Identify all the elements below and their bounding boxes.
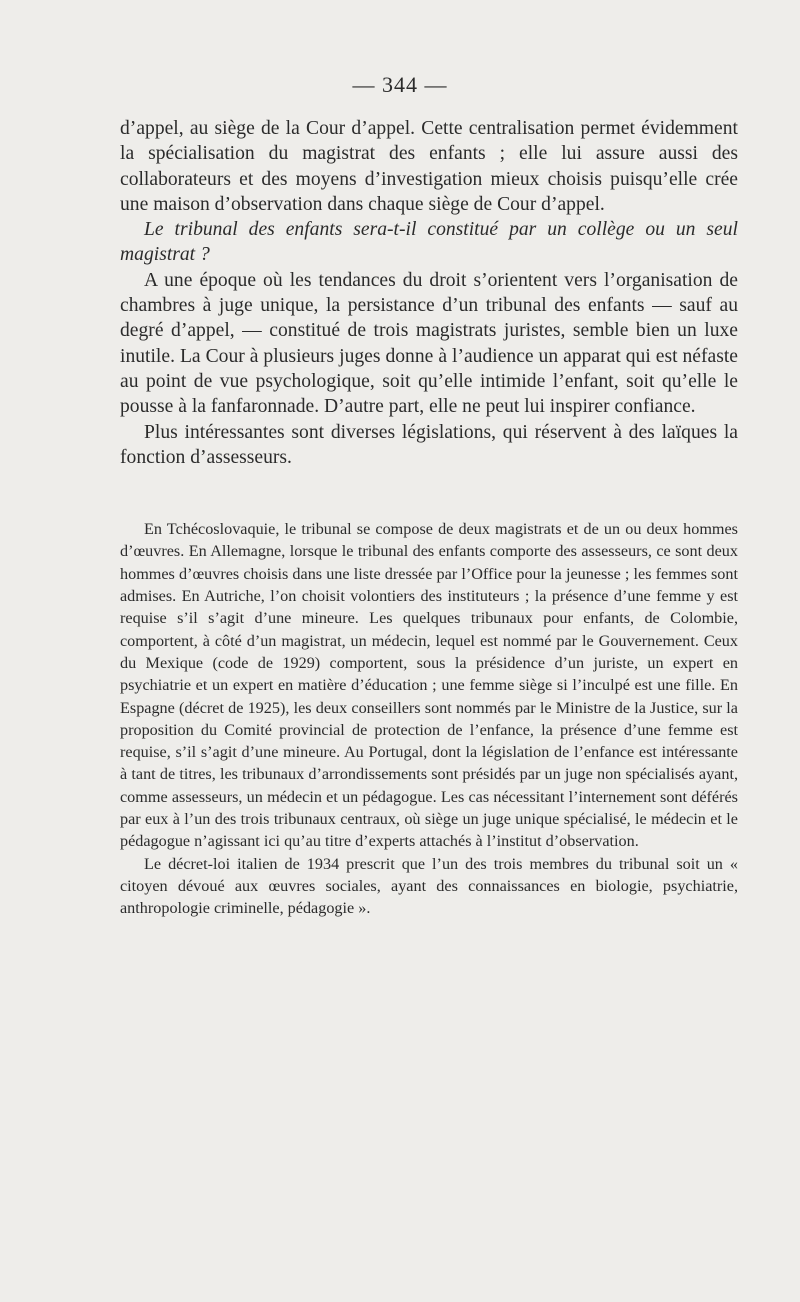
section-spacer (120, 470, 738, 518)
paragraph-continued: d’appel, au siège de la Cour d’appel. Cette centralisation permet évidemment la spécialisation du magistrat des enfants ; elle lui assure aussi des collaborateurs et des moyens d’investigation mieux choisis puisqu’elle crée une maison d’observation dans chaque siège de Cour d’appel. (120, 118, 738, 215)
paragraph-lay-assessors: Plus intéressantes sont diverses législations, qui réservent à des laïques la fonction d’assesseurs. (120, 421, 738, 468)
paragraph-foreign-legislation: En Tchécoslovaquie, le tribunal se compose de deux magistrats et de un ou deux hommes d’œuvres. En Allemagne, lorsque le tribunal des enfants comporte des assesseurs, ce sont deux hommes d’œuvres choisis dans une liste dressée par l’Office pour la jeunesse ; les femmes sont admises. En Autriche, l’on choisit volontiers des instituteurs ; la présence d’une femme y est requise s’il s’agit d’une mineure. Les quelques tribunaux pour enfants, de Colombie, comportent, à côté d’un magistrat, un médecin, lequel est nommé par le Gouvernement. Ceux du Mexique (code de 1929) comportent, sous la présidence d’un juriste, un expert en psychiatrie et un expert en matière d’éducation ; une femme siège si l’inculpé est une fille. En Espagne (décret de 1925), les deux conseillers sont nommés par le Ministre de la Justice, sur la proposition du Comité provincial de protection de l’enfance, la présence d’une femme est requise, s’il s’agit d’une mineure. Au Portugal, dont la législation de l’enfance est intéressante à tant de titres, les tribunaux d’arrondissements sont présidés par un juge non spécialisés ayant, comme assesseurs, un médecin et un pédagogue. Les cas nécessitant l’internement sont déférés par eux à l’un des trois tribunaux centraux, où siège un juge unique spécialisé, le médecin et le pédagogue n’agissant ici qu’au titre d’experts attachés à l’institut d’observation. (120, 520, 738, 851)
paragraph-italian-decree: Le décret-loi italien de 1934 prescrit que l’un des trois membres du tribunal soit un « citoyen dévoué aux œuvres sociales, ayant des connaissances en biologie, psychiatrie, anthropologie criminelle, pédagogie ». (120, 854, 738, 918)
section-question: Le tribunal des enfants sera-t-il constitué par un collège ou un seul magistrat ? (120, 219, 738, 266)
body-text (120, 116, 738, 920)
paragraph-single-judge: A une époque où les tendances du droit s’orientent vers l’organisation de chambres à juge unique, la persistance d’un tribunal des enfants — sauf au degré d’appel, — constitué de trois magistrats juristes, semble bien un luxe inutile. La Cour à plusieurs juges donne à l’audience un apparat qui est néfaste au point de vue psychologique, soit qu’elle intimide l’enfant, soit qu’elle le pousse à la fanfaronnade. D’autre part, elle ne peut lui inspirer confiance. (120, 269, 738, 418)
page-number: — 344 — (352, 72, 448, 97)
